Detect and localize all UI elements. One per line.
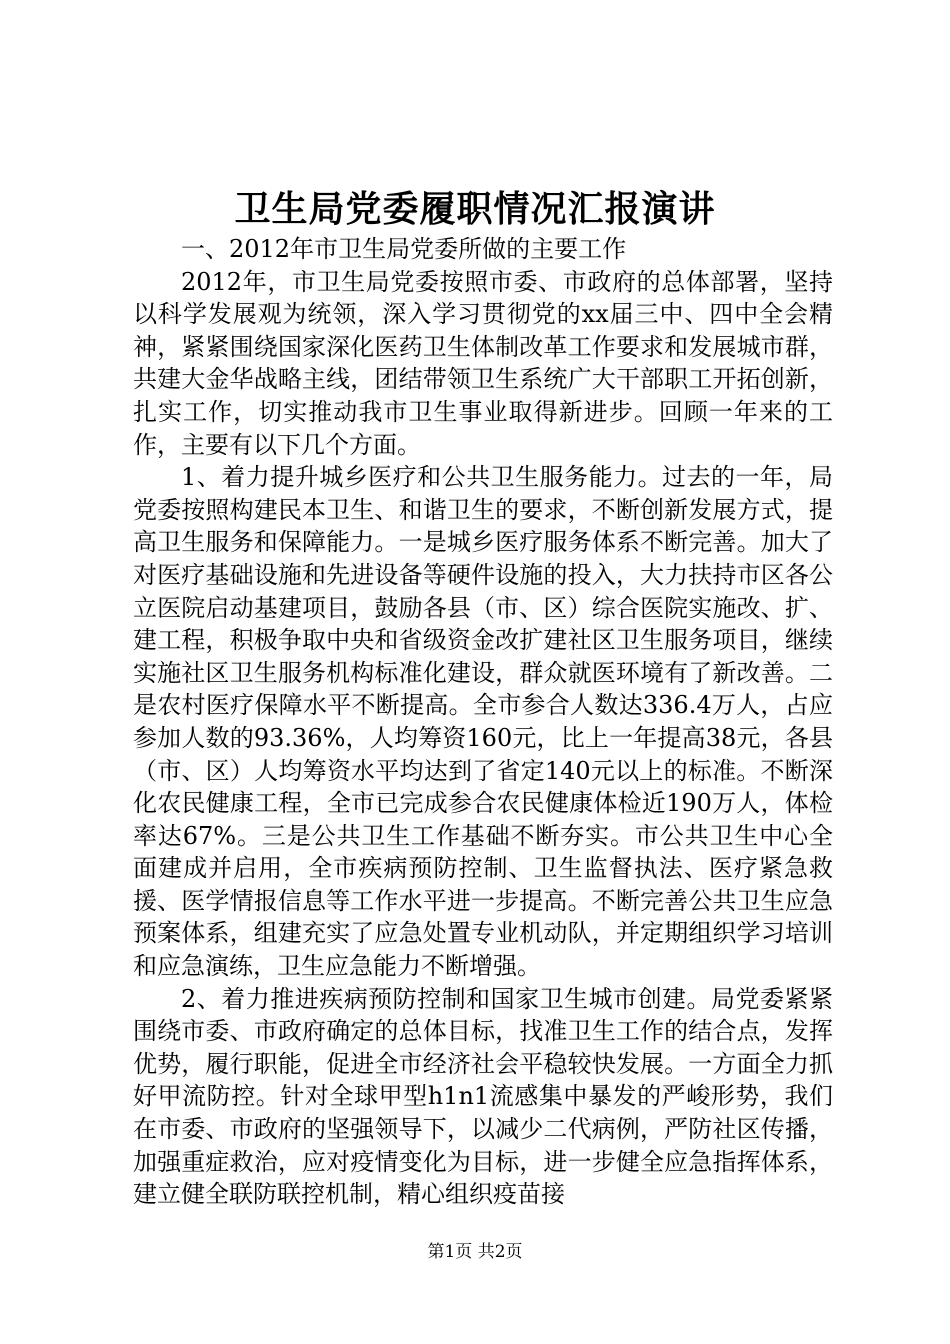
body-paragraph: 1、着力提升城乡医疗和公共卫生服务能力。过去的一年，局党委按照构建民本卫生、和谐卫生的要求，不断创新发展方式，提高卫生服务和保障能力。一是城乡医疗服务体系不断完善。加大了对医疗基础设施和先进设备等硬件设施的投入，大力扶持市区各公立医院启动基建项目，鼓励各县（市、区）综合医院实施改、扩、建工程，积极争取中央和省级资金改扩建社区卫生服务项目，继续实施社区卫生服务机构标准化建设，群众就医环境有了新改善。二是农村医疗保障水平不断提高。全市参合人数达336.4万人，占应参加人数的93.36%，人均筹资160元，比上一年提高38元，各县（市、区）人均筹资水平均达到了省定140元以上的标准。不断深化农民健康工程，全市已完成参合农民健康体检近190万人，体检率达67%。三是公共卫生工作基础不断夯实。市公共卫生中心全面建成并启用，全市疾病预防控制、卫生监督执法、医疗紧急救援、医学情报信息等工作水平进一步提高。不断完善公共卫生应急预案体系，组建充实了应急处置专业机动队，并定期组织学习培训和应急演练，卫生应急能力不断增强。 — [133, 463, 833, 981]
document-title: 卫生局党委履职情况汇报演讲 — [234, 188, 716, 230]
section-heading: 一、2012年市卫生局党委所做的主要工作 — [181, 235, 627, 263]
body-paragraph: 2、着力推进疾病预防控制和国家卫生城市创建。局党委紧紧围绕市委、市政府确定的总体目标，找准卫生工作的结合点，发挥优势，履行职能，促进全市经济社会平稳较快发展。一方面全力抓好甲流防控。针对全球甲型h1n1流感集中暴发的严峻形势，我们在市委、市政府的坚强领导下，以减少二代病例，严防社区传播，加强重症救治，应对疫情变化为目标，进一步健全应急指挥体系，建立健全联防联控机制，精心组织疫苗接 — [133, 984, 833, 1209]
document-body — [133, 233, 833, 1211]
page-number-footer: 第1页 共2页 — [427, 1242, 523, 1262]
body-paragraph: 2012年，市卫生局党委按照市委、市政府的总体部署，坚持以科学发展观为统领，深入学习贯彻党的xx届三中、四中全会精神，紧紧围绕国家深化医药卫生体制改革工作要求和发展城市群，共建大金华战略主线，团结带领卫生系统广大干部职工开拓创新，扎实工作，切实推动我市卫生事业取得新进步。回顾一年来的工作，主要有以下几个方面。 — [133, 267, 833, 459]
